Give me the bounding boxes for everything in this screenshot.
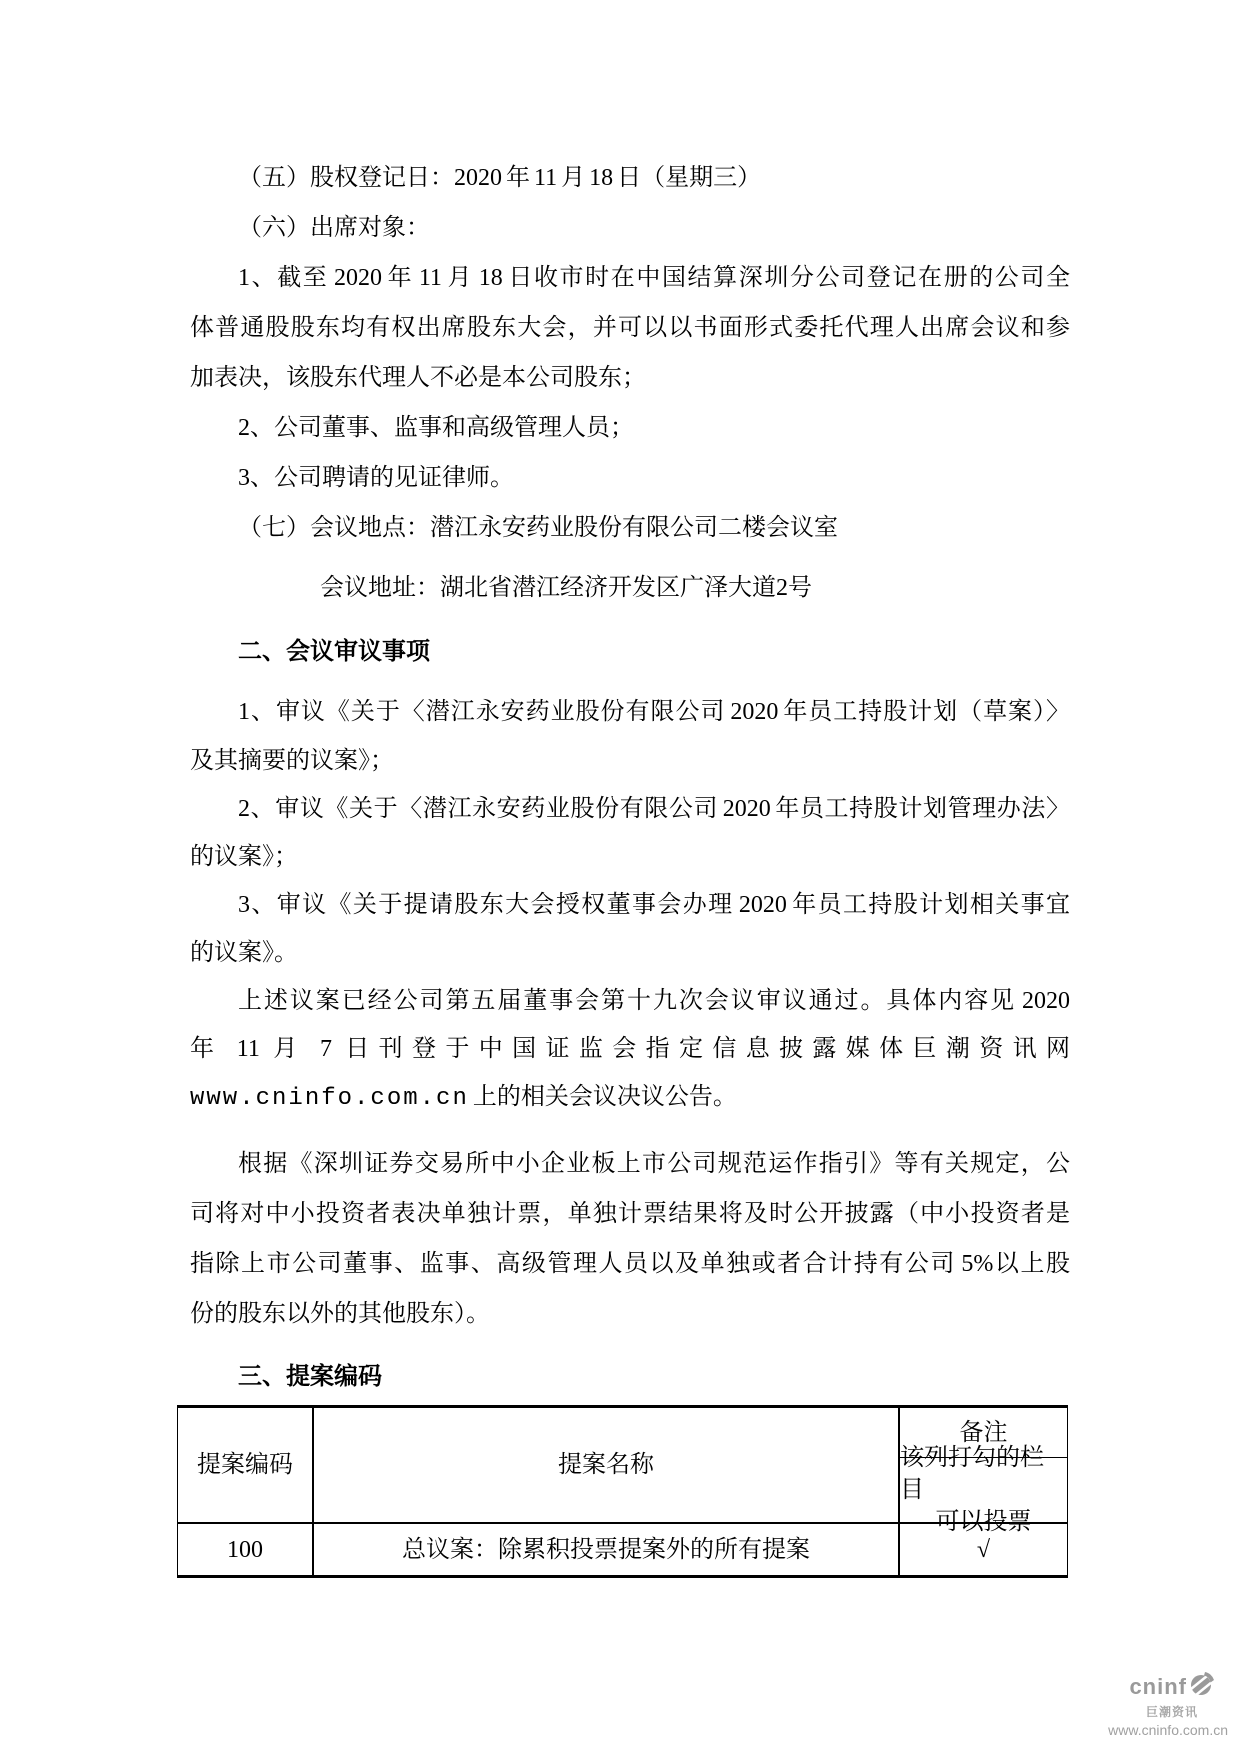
line-approval-c [190, 1073, 1070, 1121]
line-proposal-3a: 3、审议《关于提请股东大会授权董事会办理 2020 年员工持股计划相关事宜 [238, 892, 1070, 918]
line-approval-c-rest: 上的相关会议决议公告。 [468, 1084, 737, 1110]
cninfo-logo [1108, 1671, 1228, 1738]
line-proposal-2b: 的议案》； [190, 844, 298, 870]
line-record-date: （五）股权登记日：2020 年 11 月 18 日（星期三） [238, 165, 762, 191]
line-rule-c: 指除上市公司董事、监事、高级管理人员以及单独或者合计持有公司 5%以上股 [190, 1251, 1070, 1277]
line-proposal-1a: 1、审议《关于〈潜江永安药业股份有限公司 2020 年员工持股计划（草案）〉 [238, 699, 1070, 725]
line-approval-b: 年 11 月 7 日刊登于中国证监会指定信息披露媒体巨潮资讯网 [190, 1036, 1070, 1062]
cninfo-brand-text: cninf [1129, 1673, 1187, 1699]
line-rule-d: 份的股东以外的其他股东）。 [190, 1301, 490, 1327]
cninfo-subtitle: 巨潮资讯 [1145, 1705, 1198, 1719]
line-attendees-label: （六）出席对象： [238, 215, 430, 241]
cninfo-url: www.cninfo.com.cn [1108, 1722, 1228, 1738]
cninfo-url-text: www.cninfo.com.cn [190, 1085, 469, 1112]
line-attendee-3: 3、公司聘请的见证律师。 [238, 465, 514, 491]
line-meeting-address: 会议地址：湖北省潜江经济开发区广泽大道2号 [320, 575, 812, 601]
line-proposal-2a: 2、审议《关于〈潜江永安药业股份有限公司 2020 年员工持股计划管理办法〉 [238, 796, 1070, 822]
cninfo-logo-row [1108, 1671, 1228, 1702]
line-attendee-1c: 加表决，该股东代理人不必是本公司股东； [190, 365, 646, 391]
table-header-remark: 备注 [900, 1408, 1067, 1458]
line-attendee-2: 2、公司董事、监事和高级管理人员； [238, 415, 634, 441]
line-meeting-place: （七）会议地点：潜江永安药业股份有限公司二楼会议室 [238, 515, 838, 541]
line-proposal-1b: 及其摘要的议案》； [190, 748, 394, 774]
line-proposal-3b: 的议案》。 [190, 940, 298, 966]
proposal-code-table [177, 1405, 1068, 1578]
cninfo-globe-icon [1190, 1671, 1216, 1702]
line-attendee-1a: 1、截至 2020 年 11 月 18 日收市时在中国结算深圳分公司登记在册的公司全 [238, 265, 1070, 291]
document-body [190, 153, 1070, 1578]
line-rule-b: 司将对中小投资者表决单独计票，单独计票结果将及时公开披露（中小投资者是 [190, 1201, 1070, 1227]
table-header-remark-note [900, 1445, 1067, 1535]
table-cell-remark-check: √ [976, 1536, 991, 1563]
remark-note-line2: 可以投票 [935, 1509, 1032, 1535]
line-rule-a: 根据《深圳证券交易所中小企业板上市公司规范运作指引》等有关规定，公 [238, 1151, 1070, 1177]
section-heading-proposal-codes: 三、提案编码 [238, 1363, 382, 1390]
remark-note-line1: 该列打勾的栏目 [900, 1445, 1044, 1503]
line-attendee-1b: 体普通股股东均有权出席股东大会，并可以以书面形式委托代理人出席会议和参 [190, 315, 1070, 341]
table-header-proposal-code: 提案编码 [178, 1408, 314, 1524]
line-approval-a: 上述议案已经公司第五届董事会第十九次会议审议通过。具体内容见 2020 [238, 988, 1070, 1014]
table-cell-proposal-name: 总议案：除累积投票提案外的所有提案 [314, 1524, 900, 1575]
table-header-proposal-name: 提案名称 [314, 1408, 900, 1524]
table-cell-proposal-code: 100 [178, 1524, 314, 1575]
section-heading-review-items: 二、会议审议事项 [238, 638, 430, 665]
